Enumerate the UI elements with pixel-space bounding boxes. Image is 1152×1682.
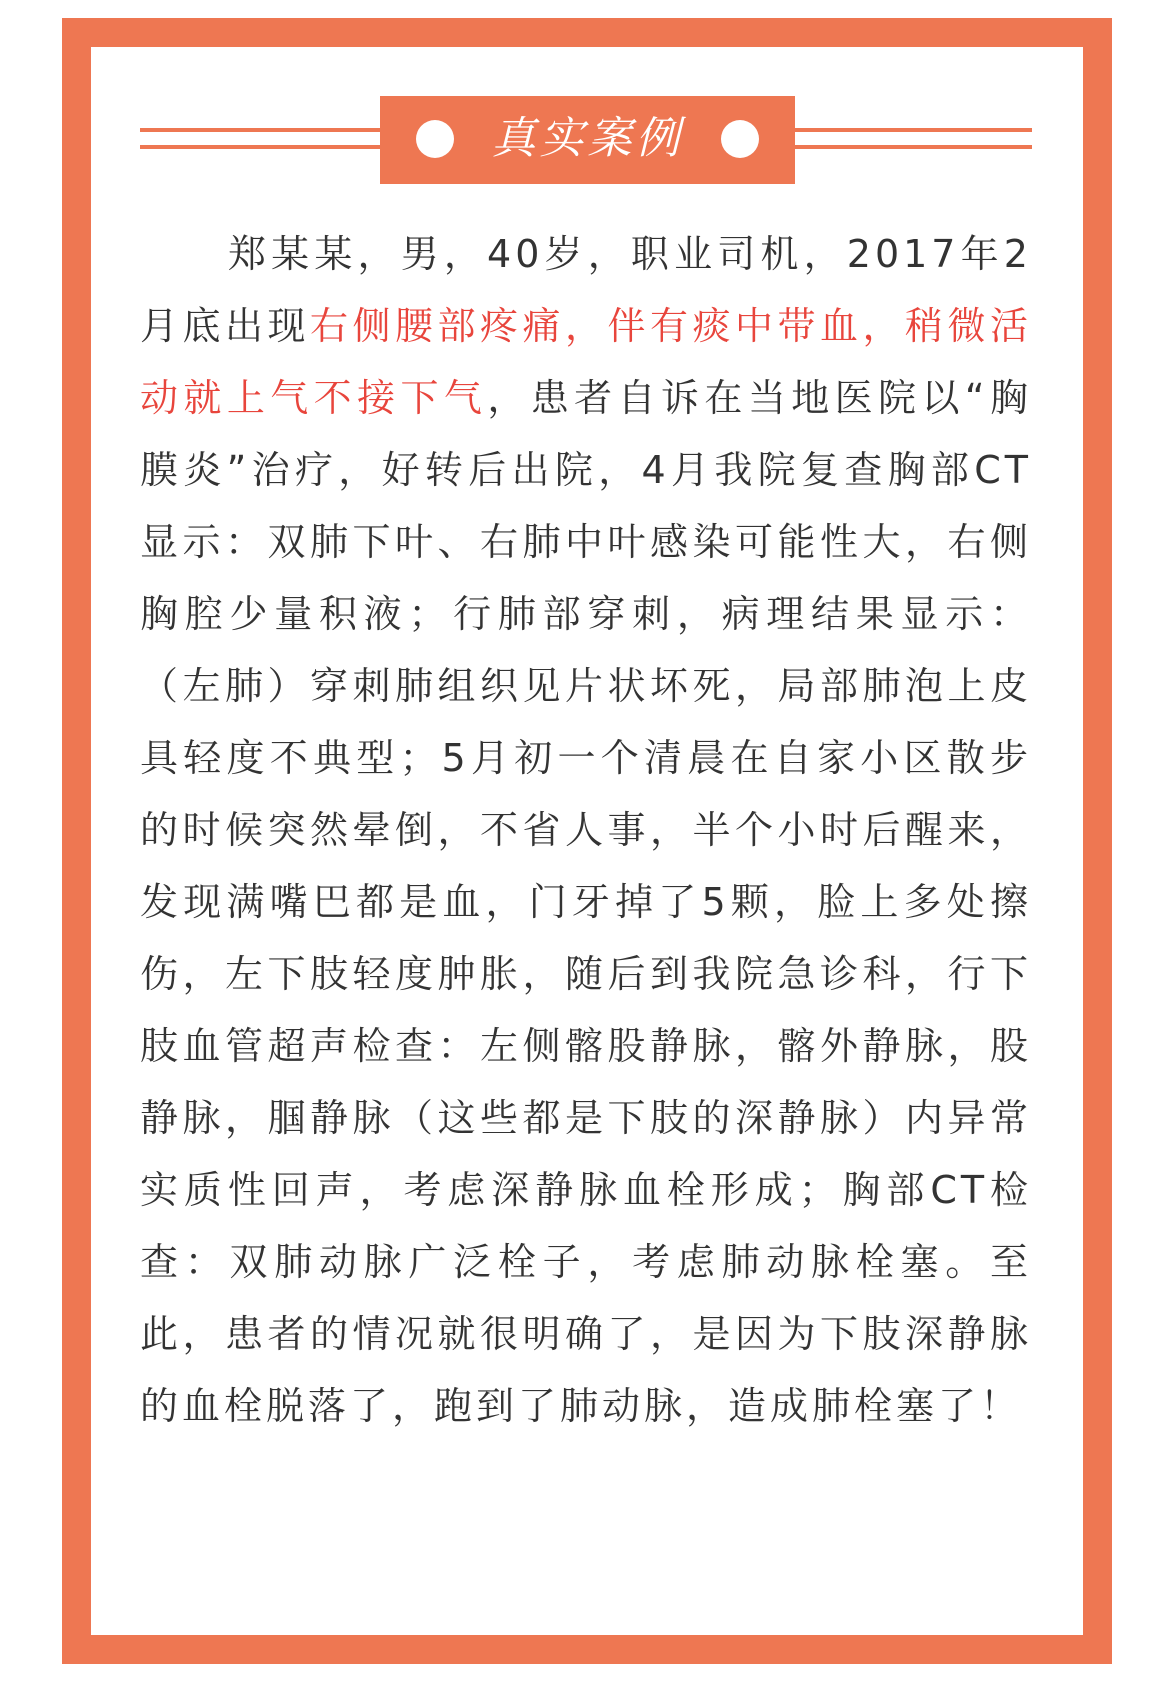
section-banner <box>380 96 795 184</box>
case-description <box>140 218 1032 1442</box>
case-text-intro: 郑某某，男，40岁，职业司机，2017年2月底出现 <box>140 232 1032 348</box>
case-text-symptoms: 右侧腰部疼痛，伴有痰中带血，稍微活动就上气不接下气 <box>140 304 1032 420</box>
section-title: 真实案例 <box>491 113 684 164</box>
case-text-details: ，患者自诉在当地医院以“胸膜炎”治疗，好转后出院，4月我院复查胸部CT显示：双肺下叶、右肺中叶感染可能性大，右侧胸腔少量积液；行肺部穿刺，病理结果显示：（左肺）穿刺肺组织见片状坏死，局部肺泡上皮具轻度不典型；5月初一个清晨在自家小区散步的时候突然晕倒，不省人事，半个小时后醒来，发现满嘴巴都是血，门牙掉了5颗，脸上多处擦伤，左下肢轻度肿胀，随后到我院急诊科，行下肢血管超声检查：左侧髂股静脉，髂外静脉，股静脉，腘静脉（这些都是下肢的深静脉）内异常实质性回声，考虑深静脉血栓形成；胸部CT检查：双肺动脉广泛栓子，考虑肺动脉栓塞。至此，患者的情况就很明确了，是因为下肢深静脉的血栓脱落了，跑到了肺动脉，造成肺栓塞了！ <box>140 376 1032 1428</box>
banner-dot-right-icon <box>721 120 759 158</box>
